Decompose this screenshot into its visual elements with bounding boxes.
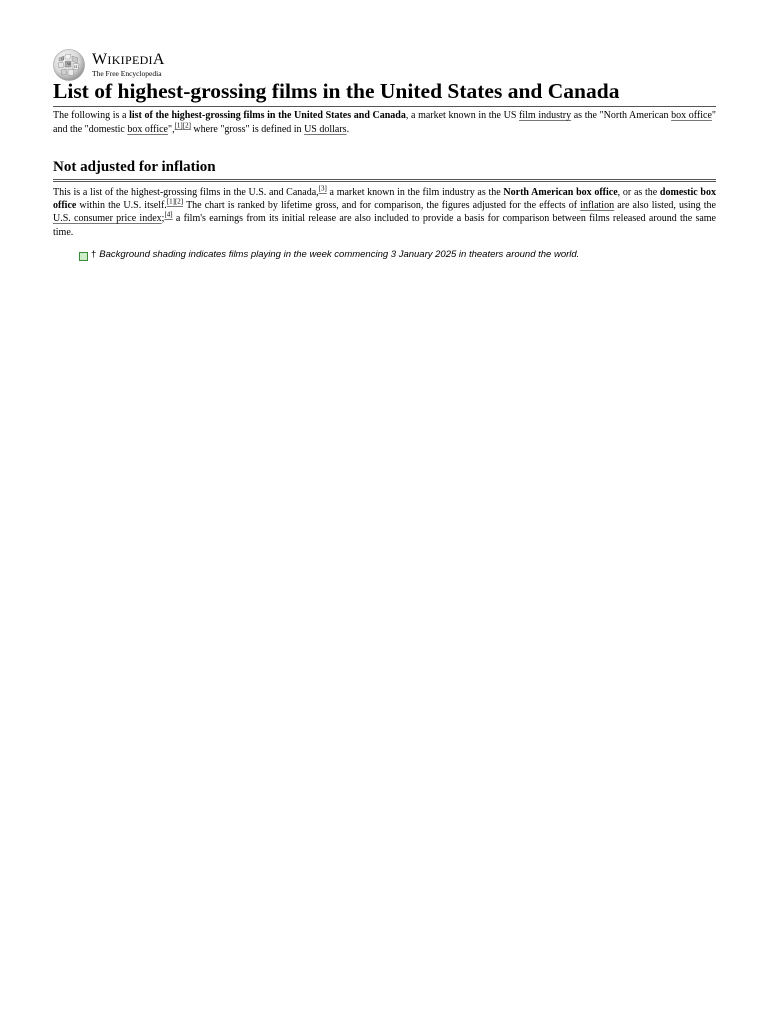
intro-text: The following is a — [53, 110, 130, 121]
reference-1-link[interactable]: [1] — [166, 197, 175, 206]
intro-text: , a market known in the US — [405, 110, 520, 121]
wordmark-tagline: The Free Encyclopedia — [92, 69, 162, 78]
svg-text:W: W — [67, 61, 72, 66]
intro-text: . — [346, 123, 350, 135]
wordmark-name — [92, 52, 165, 68]
film-industry-link[interactable]: film industry — [519, 110, 572, 121]
dagger-symbol: † — [91, 249, 97, 260]
section-text: ; — [161, 213, 165, 225]
wordmark-first-letter: W — [92, 51, 108, 68]
consumer-price-index-link[interactable]: U.S. consumer price index — [53, 213, 162, 225]
svg-text:И: И — [74, 64, 78, 69]
section-text: a market known in the film industry as the — [326, 187, 504, 198]
us-dollars-link[interactable]: US dollars — [304, 123, 347, 135]
box-office-link[interactable]: box office — [671, 110, 712, 121]
legend-text: Background shading indicates films playing in the week commencing 3 January 2025 in theaters around the world. — [99, 249, 580, 260]
intro-text: " and the "domestic — [53, 110, 716, 135]
reference-2-link[interactable]: [2] — [174, 197, 184, 206]
intro-text: where "gross" is defined in — [190, 123, 305, 135]
intro-text: as the "North American — [571, 110, 672, 121]
reference-3-link[interactable]: [3] — [318, 184, 327, 193]
reference-4-link[interactable]: [4] — [164, 211, 173, 220]
section-paragraph — [53, 186, 716, 239]
section-text: within the U.S. itself. — [76, 200, 167, 212]
intro-bold-subject: list of the highest-grossing films in the United States and Canada — [129, 110, 406, 121]
legend-swatch — [79, 252, 88, 261]
intro-paragraph — [53, 109, 716, 136]
legend-note — [79, 249, 579, 261]
north-american-box-office-bold: North American box office — [503, 187, 618, 198]
page-title: List of highest-grossing films in the United States and Canada — [53, 77, 716, 107]
box-office-link-2[interactable]: box office — [127, 123, 168, 135]
wordmark-middle: IKIPEDI — [107, 53, 153, 67]
reference-2-link[interactable]: [2] — [182, 121, 191, 130]
section-text: The chart is ranked by lifetime gross, and for comparison, the figures adjusted for the effects of — [183, 200, 581, 212]
wikipedia-wordmark — [92, 52, 165, 78]
wordmark-last-letter: A — [152, 51, 165, 68]
svg-text:Ω: Ω — [61, 56, 65, 61]
section-heading: Not adjusted for inflation — [53, 157, 716, 182]
section-text: , or as the — [617, 187, 660, 198]
inflation-link[interactable]: inflation — [580, 200, 615, 212]
domestic-box-office-bold: domestic box office — [53, 187, 716, 212]
section-text: a film's earnings from its initial release are also included to provide a basis for comparison between films released around the same time. — [53, 213, 716, 238]
section-text: are also listed, using the — [614, 200, 716, 212]
section-text: This is a list of the highest-grossing films in the U.S. and Canada, — [53, 187, 319, 198]
intro-text: ", — [167, 123, 175, 135]
reference-1-link[interactable]: [1] — [174, 121, 183, 130]
